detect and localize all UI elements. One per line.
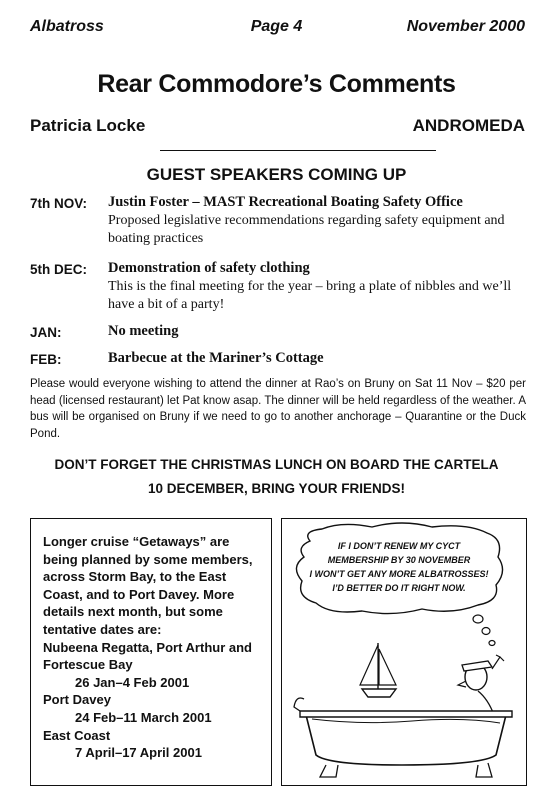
toy-boat-hull	[362, 689, 396, 697]
event-date: 7th NOV:	[30, 196, 88, 211]
man-cap	[462, 661, 492, 671]
event-title: No meeting	[108, 323, 179, 339]
bubble-line: IF I DON’T RENEW MY CYCT	[337, 541, 461, 551]
event-description: Proposed legislative recommendations regarding safety equipment and boating practices	[108, 213, 505, 246]
cruise-place: Nubeena Regatta, Port Arthur and Fortescue Bay	[43, 639, 252, 673]
bathtub-foot	[320, 765, 338, 777]
divider	[160, 150, 436, 151]
event-description: This is the final meeting for the year – bring a plate of nibbles and we’ll have a bit of a party!	[108, 279, 512, 312]
bubble-line: I’D BETTER DO IT RIGHT NOW.	[332, 583, 466, 593]
bubble-line: MEMBERSHIP BY 30 NOVEMBER	[327, 555, 471, 565]
event-item	[108, 322, 520, 341]
cruise-place: Port Davey	[43, 692, 111, 708]
event-item	[108, 193, 520, 248]
christmas-banner-line-1: DON’T FORGET THE CHRISTMAS LUNCH ON BOARD THE CARTELA	[54, 457, 499, 472]
event-item	[108, 259, 520, 314]
event-title: Demonstration of safety clothing	[108, 260, 310, 276]
cruise-dates: 24 Feb–11 March 2001	[75, 709, 212, 725]
event-date: FEB:	[30, 352, 62, 367]
cruise-intro: Longer cruise “Getaways” are being planned by some members, across Storm Bay, to the East Coast, and to Port Davey. More details next month, but some tentative dates are:	[43, 534, 253, 637]
bubble-dot	[489, 641, 495, 646]
man-pipe	[492, 655, 504, 669]
author-name: Patricia Locke	[30, 116, 146, 135]
bathtub-rim	[300, 711, 512, 717]
thought-bubble-text	[304, 539, 494, 595]
page-title: Rear Commodore’s Comments	[97, 70, 456, 98]
event-title: Barbecue at the Mariner’s Cottage	[108, 350, 324, 366]
cruise-getaways-box	[30, 518, 272, 786]
bubble-line: I WON’T GET ANY MORE ALBATROSSES!	[309, 569, 489, 579]
event-item	[108, 349, 520, 368]
bathtub	[306, 715, 506, 765]
section-heading: GUEST SPEAKERS COMING UP	[146, 165, 407, 184]
man-nose	[458, 681, 466, 687]
event-title: Justin Foster – MAST Recreational Boating Safety Office	[108, 194, 463, 210]
cartoon-box	[281, 518, 527, 786]
cruise-place: East Coast	[43, 727, 111, 743]
cruise-dates: 26 Jan–4 Feb 2001	[75, 674, 190, 690]
event-date: JAN:	[30, 325, 62, 340]
event-date: 5th DEC:	[30, 262, 87, 277]
bath-tap	[294, 698, 304, 711]
header-date: November 2000	[406, 18, 525, 35]
cruise-dates: 7 April–17 April 2001	[75, 745, 202, 761]
bubble-dot	[482, 628, 490, 635]
header-page-number: Page 4	[250, 18, 303, 35]
bathtub-foot	[476, 763, 492, 777]
boat-name: ANDROMEDA	[412, 116, 525, 135]
dinner-notice: Please would everyone wishing to attend the dinner at Rao’s on Bruny on Sat 11 Nov – $20 per head (licensed restaurant) let Pat know asap. The dinner will be held regardless of the weather. A bus will be organised on Bruny if we need to go to another anchorage – Quarantine or the Duck Pond.	[30, 378, 526, 440]
bubble-dot	[473, 615, 483, 623]
toy-boat-sail	[360, 645, 378, 685]
header-publication: Albatross	[30, 18, 104, 35]
christmas-banner-line-2: 10 DECEMBER, BRING YOUR FRIENDS!	[147, 481, 406, 496]
toy-boat-jib	[379, 649, 396, 685]
